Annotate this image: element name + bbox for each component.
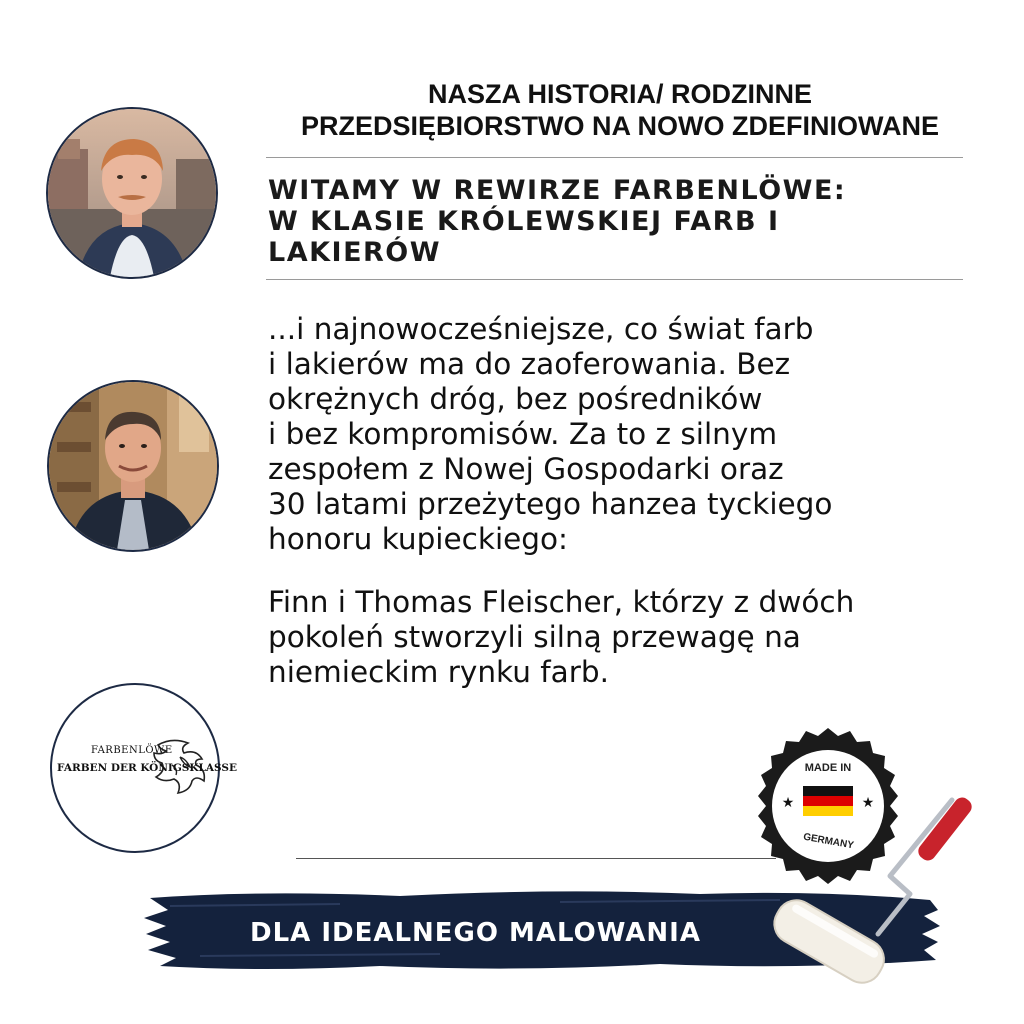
seal-bottom-text: GERMANY xyxy=(802,831,855,852)
avatar-thomas xyxy=(47,380,219,552)
star-left-icon: ★ xyxy=(781,795,795,811)
seal-top-text: MADE IN xyxy=(804,762,852,774)
subheading-line-1: WITAMY W REWIRZE FARBENLÖWE: xyxy=(268,175,847,206)
banner-text: DLA IDEALNEGO MALOWANIA xyxy=(250,918,701,948)
page-title xyxy=(240,78,1000,142)
body-paragraph-1: ...i najnowocześniejsze, co świat farb i lakierów ma do zaoferowania. Bez okrężnych dróg, bez pośredników i bez kompromisów. Za to z silnym zespołem z Nowej Gospodarki oraz 30 latami przeżytego hanzea tyckiego honoru kupieckiego: xyxy=(268,312,833,556)
star-right-icon: ★ xyxy=(861,795,875,811)
divider-top xyxy=(266,157,963,158)
subheading xyxy=(268,175,988,268)
logo-main-text: FARBEN DER KÖNIGSKLASSE xyxy=(57,762,237,774)
paint-roller-icon xyxy=(760,792,972,992)
logo-small-text: FARBENLÖWE xyxy=(91,745,173,756)
divider-bottom xyxy=(296,858,776,859)
body-paragraph-2: Finn i Thomas Fleischer, którzy z dwóch pokoleń stworzyli silną przewagę na niemieckim rynku farb. xyxy=(268,585,855,689)
page-title-line-2: PRZEDSIĘBIORSTWO NA NOWO ZDEFINIOWANE xyxy=(301,111,939,141)
divider-middle xyxy=(266,279,963,280)
subheading-line-2: W KLASIE KRÓLEWSKIEJ FARB I xyxy=(268,206,780,237)
young-man-photo-icon xyxy=(48,109,216,277)
older-man-photo-icon xyxy=(49,382,217,550)
subheading-line-3: LAKIERÓW xyxy=(268,237,442,268)
page-title-line-1: NASZA HISTORIA/ RODZINNE xyxy=(427,79,812,109)
avatar-finn xyxy=(46,107,218,279)
